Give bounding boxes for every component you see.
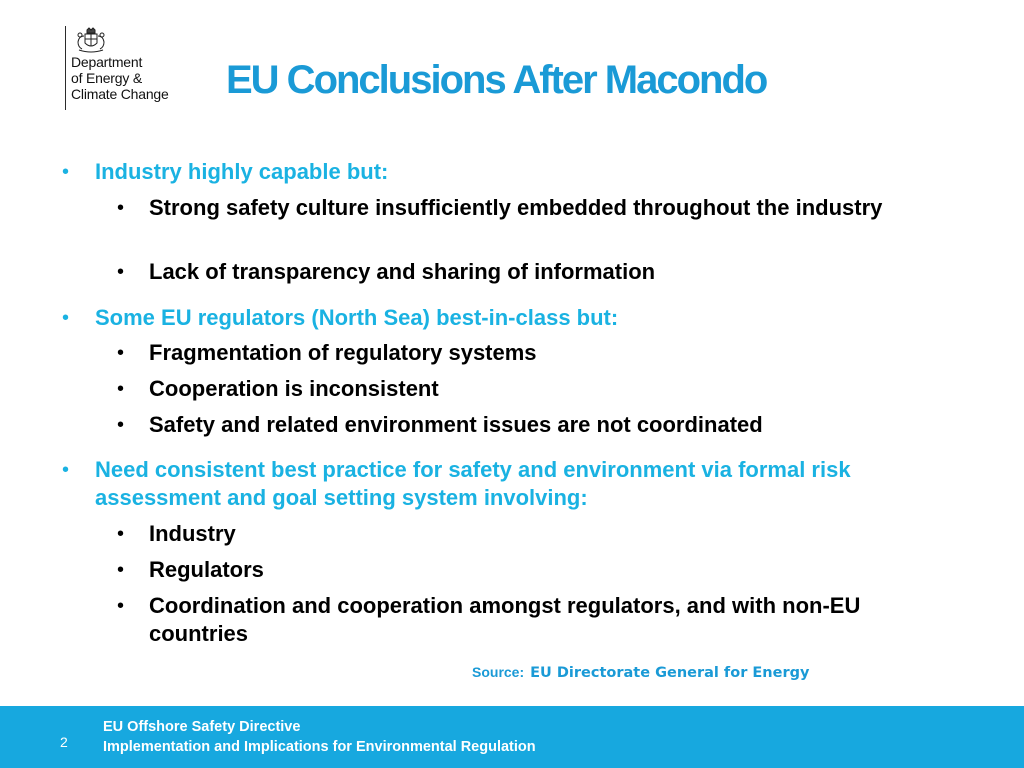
sub-bullet-2-1: Fragmentation of regulatory systems bbox=[149, 340, 537, 365]
bullet-2: Some EU regulators (North Sea) best-in-class but: bbox=[95, 305, 619, 330]
sub-bullet-marker: • bbox=[117, 342, 125, 364]
sub-bullet-marker: • bbox=[117, 197, 125, 219]
sub-bullet-marker: • bbox=[117, 414, 125, 436]
logo-line-2: of Energy & bbox=[71, 70, 142, 86]
footer-line-2: Implementation and Implications for Environmental Regulation bbox=[103, 739, 536, 755]
sub-bullet-2-2: Cooperation is inconsistent bbox=[149, 376, 439, 401]
royal-coat-of-arms-icon bbox=[71, 26, 111, 54]
sub-bullet-2-3: Safety and related environment issues are not coordinated bbox=[149, 412, 763, 437]
sub-bullet-marker: • bbox=[117, 378, 125, 400]
bullet-marker: • bbox=[62, 307, 70, 329]
logo-line-3: Climate Change bbox=[71, 86, 169, 102]
source-citation bbox=[472, 664, 809, 681]
source-prefix: Source: bbox=[472, 664, 525, 680]
sub-bullet-marker: • bbox=[117, 559, 125, 581]
bullet-marker: • bbox=[62, 459, 70, 481]
sub-bullet-1-1: Strong safety culture insufficiently embedded throughout the industry bbox=[149, 195, 883, 220]
logo-line-1: Department bbox=[71, 54, 143, 70]
page-number: 2 bbox=[60, 734, 68, 750]
sub-bullet-marker: • bbox=[117, 595, 125, 617]
sub-bullet-3-2: Regulators bbox=[149, 557, 264, 582]
bullet-1: Industry highly capable but: bbox=[95, 159, 389, 184]
source-text: EU Directorate General for Energy bbox=[530, 665, 810, 681]
sub-bullet-3-1: Industry bbox=[149, 521, 236, 546]
sub-bullet-3-3: Coordination and cooperation amongst regulators, and with non-EU countries bbox=[149, 593, 861, 646]
department-logo bbox=[65, 26, 169, 110]
footer-line-1: EU Offshore Safety Directive bbox=[103, 719, 301, 735]
bullet-3: Need consistent best practice for safety and environment via formal risk assessment and goal setting system involving: bbox=[95, 457, 851, 510]
slide-title: EU Conclusions After Macondo bbox=[226, 58, 767, 102]
footer-bar bbox=[0, 706, 1024, 768]
sub-bullet-marker: • bbox=[117, 523, 125, 545]
bullet-marker: • bbox=[62, 161, 70, 183]
sub-bullet-1-2: Lack of transparency and sharing of information bbox=[149, 259, 656, 284]
sub-bullet-marker: • bbox=[117, 261, 125, 283]
